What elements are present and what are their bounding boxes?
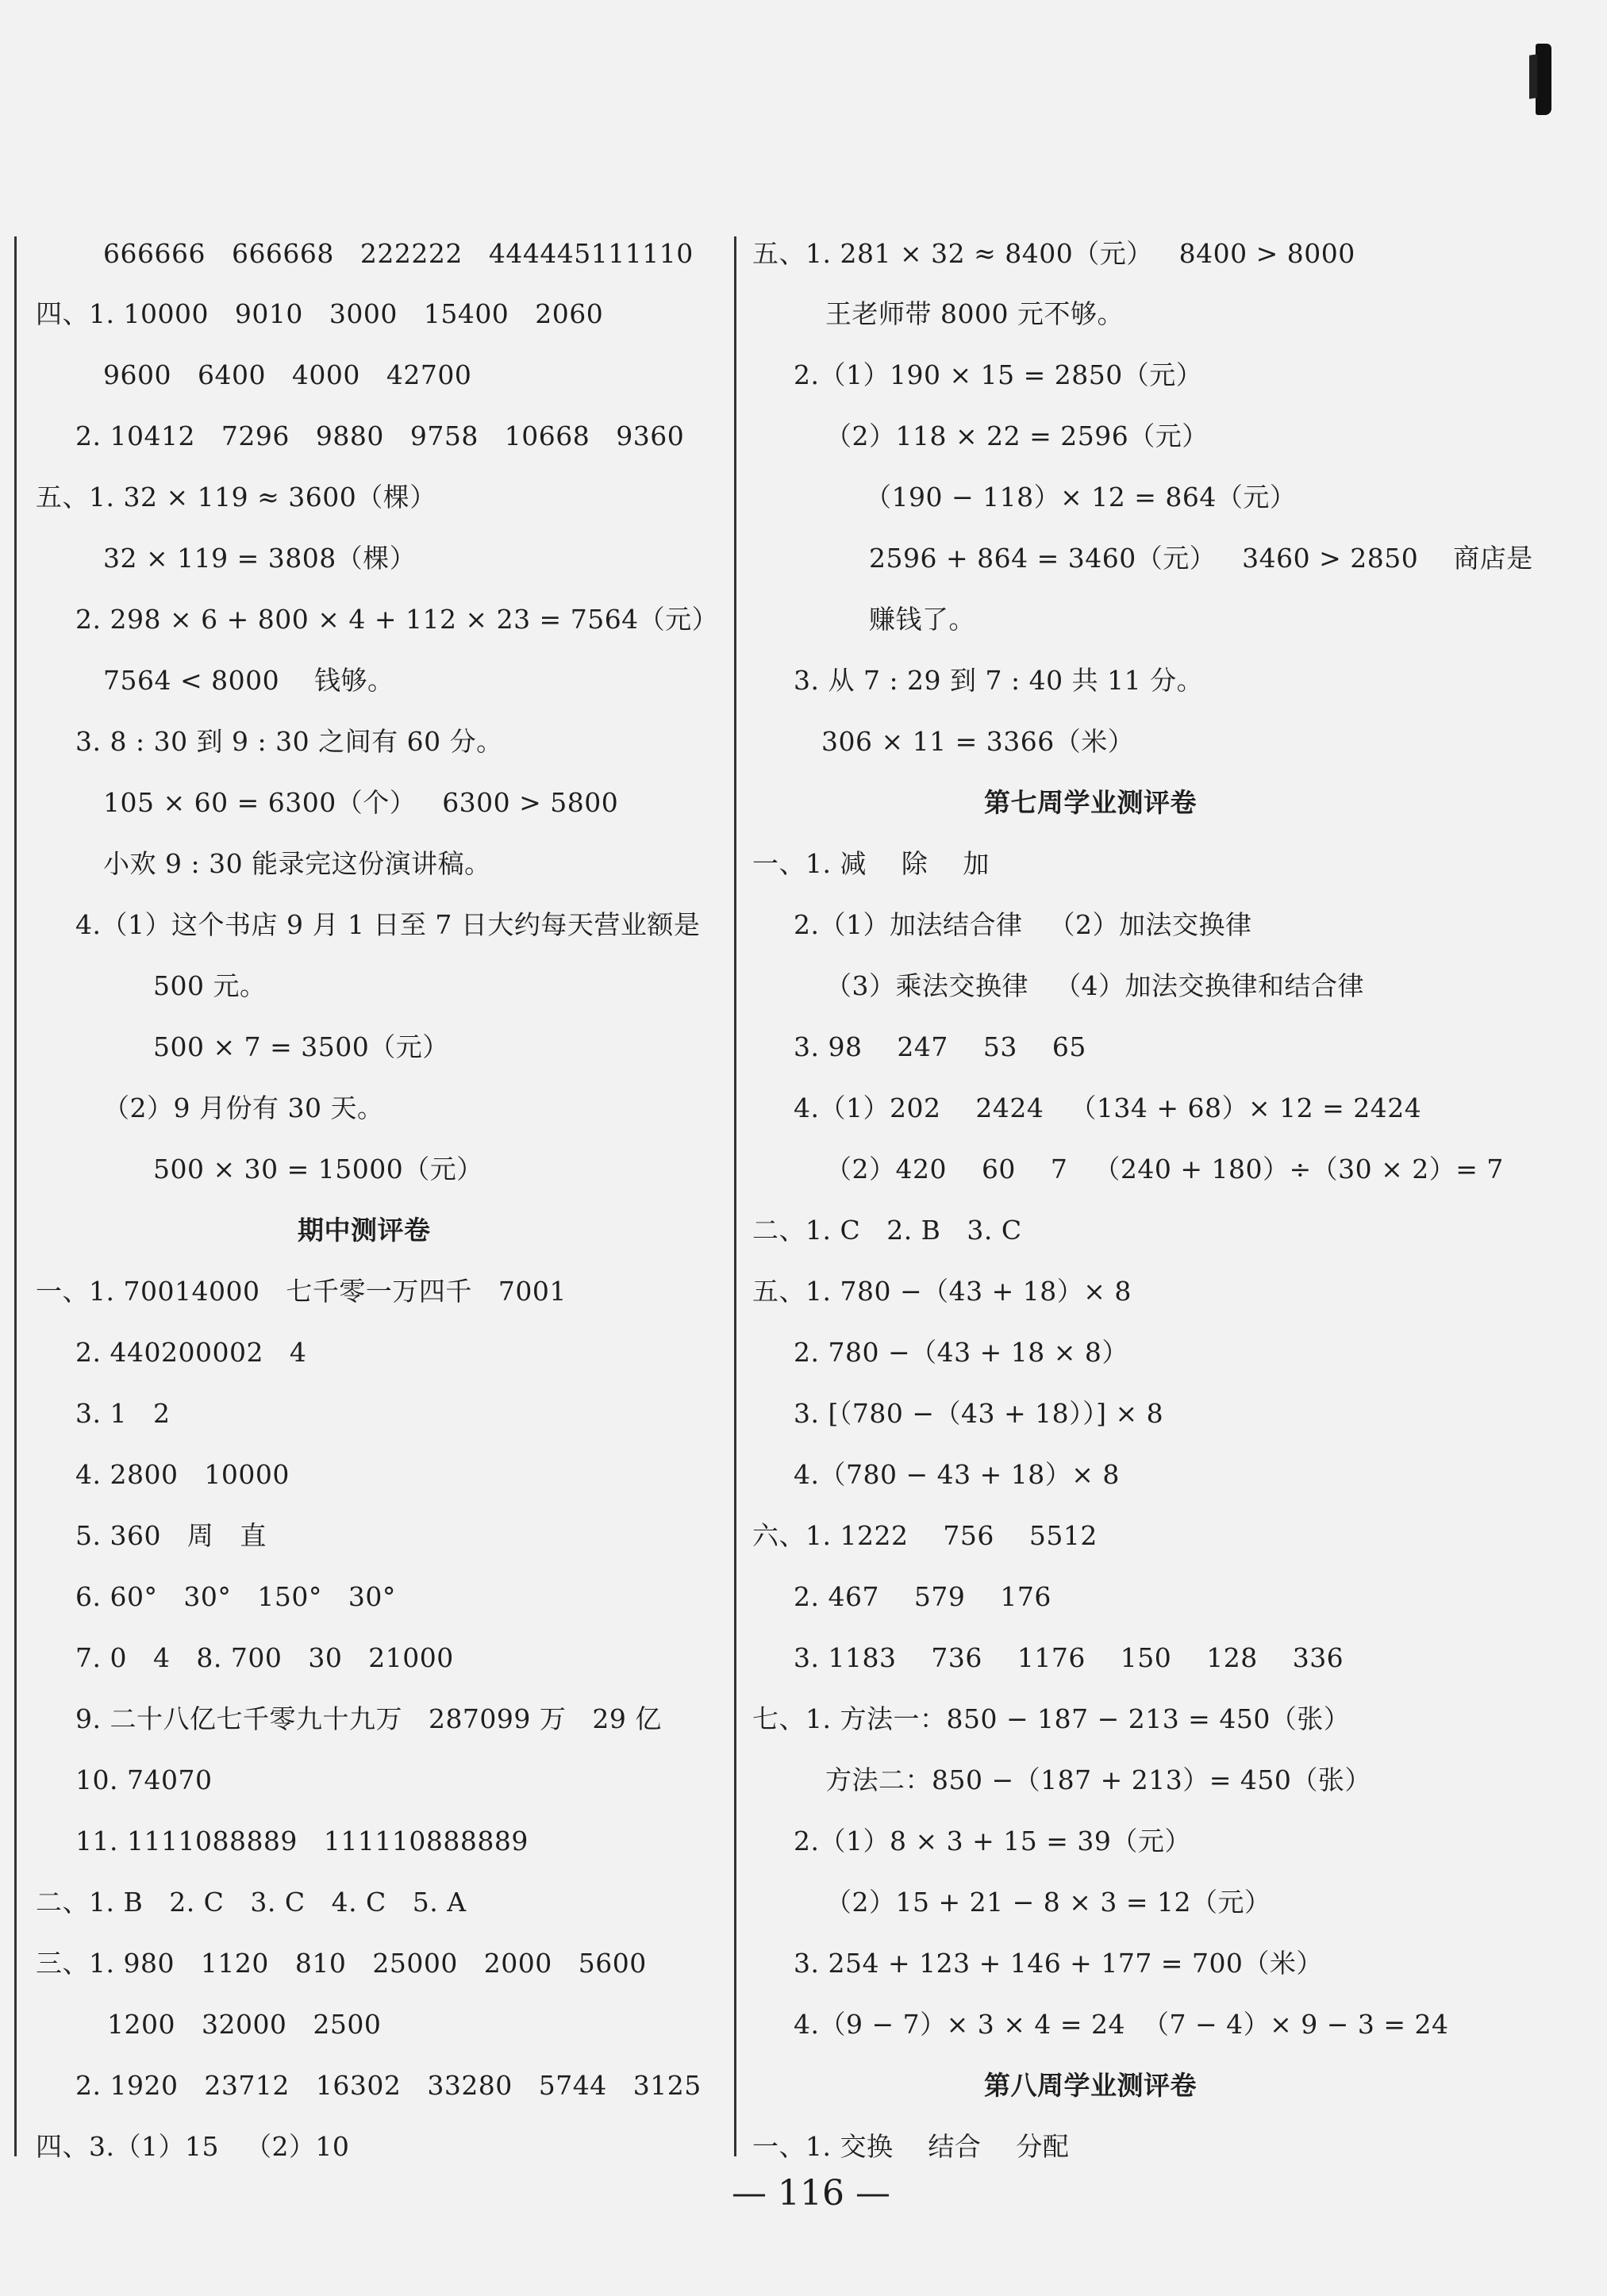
answer-line: 一、1. 交换 结合 分配	[752, 2131, 1070, 2162]
answer-line: 2.（1）加法结合律 （2）加法交换律	[794, 909, 1252, 940]
answer-line: 32 × 119 = 3808（棵）	[103, 543, 417, 574]
answer-line: 2. 10412 7296 9880 9758 10668 9360	[75, 420, 685, 451]
answer-line: （190 − 118）× 12 = 864（元）	[865, 482, 1297, 513]
answer-line: 4.（9 − 7）× 3 × 4 = 24 （7 − 4）× 9 − 3 = 24	[794, 2009, 1449, 2040]
answer-line: 小欢 9 : 30 能录完这份演讲稿。	[103, 848, 491, 879]
answer-line: 3. [（780 −（43 + 18））] × 8	[794, 1398, 1164, 1429]
answer-line: 赚钱了。	[869, 604, 975, 635]
answer-line: 2. 298 × 6 + 800 × 4 + 112 × 23 = 7564（元）	[75, 604, 719, 635]
column-divider	[734, 236, 736, 2156]
answer-line: 2. 467 579 176	[794, 1581, 1051, 1612]
answer-line: （2）15 + 21 − 8 × 3 = 12（元）	[825, 1887, 1271, 1918]
answer-line: 七、1. 方法一：850 − 187 − 213 = 450（张）	[752, 1703, 1351, 1734]
answer-line: 六、1. 1222 756 5512	[752, 1520, 1098, 1551]
answer-line: 4.（780 − 43 + 18）× 8	[794, 1459, 1120, 1490]
section-heading: 期中测评卷	[298, 1215, 431, 1246]
answer-line: （2）118 × 22 = 2596（元）	[825, 420, 1209, 451]
answer-line: 9. 二十八亿七千零九十九万 287099 万 29 亿	[75, 1703, 662, 1734]
answer-line: 4.（1）202 2424 （134 + 68）× 12 = 2424	[794, 1092, 1422, 1123]
answer-line: 二、1. B 2. C 3. C 4. C 5. A	[36, 1887, 467, 1918]
answer-line: 3. 254 + 123 + 146 + 177 = 700（米）	[794, 1948, 1323, 1979]
answer-line: 三、1. 980 1120 810 25000 2000 5600	[36, 1948, 647, 1979]
answer-line: 500 × 7 = 3500（元）	[153, 1031, 449, 1062]
answer-line: 四、3.（1）15 （2）10	[36, 2131, 350, 2162]
answer-line: 一、1. 70014000 七千零一万四千 7001	[36, 1276, 567, 1307]
answer-line: 4.（1）这个书店 9 月 1 日至 7 日大约每天营业额是	[75, 909, 701, 940]
answer-line: 1200 32000 2500	[107, 2009, 382, 2040]
answer-line: 3. 从 7 : 29 到 7 : 40 共 11 分。	[794, 665, 1204, 696]
answer-line: （3）乘法交换律 （4）加法交换律和结合律	[825, 970, 1364, 1001]
answer-line: 王老师带 8000 元不够。	[825, 298, 1124, 329]
answer-line: 105 × 60 = 6300（个） 6300 > 5800	[103, 787, 619, 818]
answer-line: 五、1. 32 × 119 ≈ 3600（棵）	[36, 482, 436, 513]
answer-line: 3. 1 2	[75, 1398, 171, 1429]
section-heading: 第八周学业测评卷	[984, 2070, 1197, 2101]
answer-line: 10. 74070	[75, 1764, 213, 1795]
answer-line: 5. 360 周 直	[75, 1520, 267, 1551]
answer-line: （2）9 月份有 30 天。	[103, 1092, 384, 1123]
answer-line: 3. 8 : 30 到 9 : 30 之间有 60 分。	[75, 726, 503, 757]
page-number: — 116 —	[732, 2173, 890, 2213]
answer-line: 3. 1183 736 1176 150 128 336	[794, 1642, 1344, 1673]
left-margin-rule	[14, 236, 17, 2156]
answer-line: 四、1. 10000 9010 3000 15400 2060	[36, 298, 604, 329]
answer-line: 2596 + 864 = 3460（元） 3460 > 2850 商店是	[869, 543, 1533, 574]
answer-line: 2. 780 −（43 + 18 × 8）	[794, 1337, 1128, 1368]
answer-line: 306 × 11 = 3366（米）	[821, 726, 1135, 757]
scan-edge-mark	[1536, 44, 1551, 115]
answer-line: 500 元。	[153, 970, 267, 1001]
answer-line: 2. 440200002 4	[75, 1337, 307, 1368]
answer-line: 二、1. C 2. B 3. C	[752, 1215, 1022, 1246]
answer-line: （2）420 60 7 （240 + 180）÷（30 × 2）= 7	[825, 1154, 1504, 1184]
answer-line: 方法二：850 −（187 + 213）= 450（张）	[825, 1764, 1371, 1795]
answer-line: 2.（1）8 × 3 + 15 = 39（元）	[794, 1826, 1191, 1856]
answer-line: 2.（1）190 × 15 = 2850（元）	[794, 359, 1203, 390]
answer-line: 500 × 30 = 15000（元）	[153, 1154, 483, 1184]
answer-line: 五、1. 780 −（43 + 18）× 8	[752, 1276, 1132, 1307]
answer-line: 11. 1111088889 111110888889	[75, 1826, 529, 1856]
answer-line: 4. 2800 10000	[75, 1459, 290, 1490]
answer-line: 一、1. 减 除 加	[752, 848, 990, 879]
answer-line: 9600 6400 4000 42700	[103, 359, 472, 390]
answer-line: 666666 666668 222222 444445111110	[103, 238, 694, 269]
answer-line: 7. 0 4 8. 700 30 21000	[75, 1642, 454, 1673]
answer-line: 3. 98 247 53 65	[794, 1031, 1086, 1062]
answer-line: 五、1. 281 × 32 ≈ 8400（元） 8400 > 8000	[752, 238, 1355, 269]
section-heading: 第七周学业测评卷	[984, 787, 1197, 818]
answer-line: 7564 < 8000 钱够。	[103, 665, 394, 696]
answer-line: 2. 1920 23712 16302 33280 5744 3125	[75, 2070, 702, 2101]
answer-line: 6. 60° 30° 150° 30°	[75, 1581, 396, 1612]
